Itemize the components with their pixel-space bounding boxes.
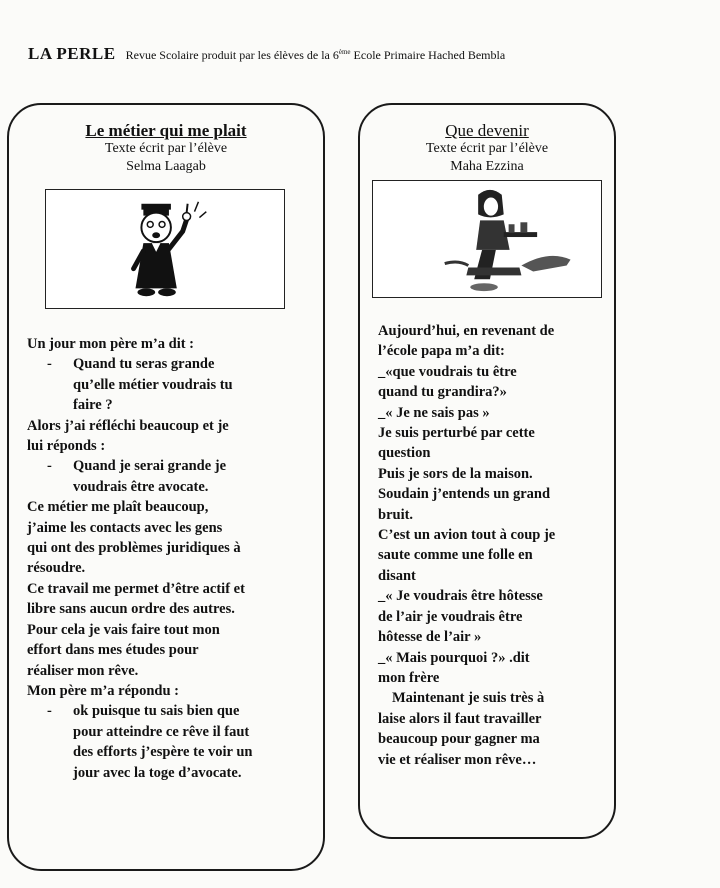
body-line: libre sans aucun ordre des autres. <box>27 601 235 618</box>
body-line: question <box>378 445 431 462</box>
article-title-right: Que devenir <box>445 121 529 140</box>
body-line: l’école papa m’a dit: <box>378 343 505 360</box>
body-line: _« Je voudrais être hôtesse <box>378 588 543 605</box>
dialogue-line: faire ? <box>73 397 113 414</box>
body-line: lui réponds : <box>27 438 106 455</box>
body-line: Ce métier me plaît beaucoup, <box>27 499 209 516</box>
lawyer-cartoon-icon <box>45 189 285 309</box>
body-line: Un jour mon père m’a dit : <box>27 336 195 352</box>
flight-attendant-cartoon-icon <box>372 180 602 298</box>
article-panel-right <box>358 103 616 839</box>
dialogue-item <box>27 456 252 497</box>
body-line: bruit. <box>378 506 414 523</box>
dash-marker: - <box>47 703 52 720</box>
article-title-left: Le métier qui me plait <box>85 121 247 140</box>
dialogue-line: Quand je serai grande je <box>73 458 227 475</box>
dialogue-item <box>27 701 252 783</box>
body-line: beaucoup pour gagner ma <box>378 731 540 748</box>
body-line: réaliser mon rêve. <box>27 662 139 679</box>
body-line: _«que voudrais tu être <box>378 363 517 380</box>
article-author-left: Selma Laagab <box>126 159 206 174</box>
magazine-name: LA PERLE <box>28 44 116 63</box>
article-heading-left <box>9 121 323 176</box>
body-line: Ce travail me permet d’être actif et <box>27 580 245 597</box>
body-line: j’aime les contacts avec les gens <box>27 519 223 536</box>
article-body-right <box>378 321 555 770</box>
dash-marker: - <box>47 356 52 373</box>
body-line: quand tu grandira?» <box>378 384 507 401</box>
body-line: _« Mais pourquoi ?» .dit <box>378 649 530 666</box>
body-line: Alors j’ai réfléchi beaucoup et je <box>27 417 229 434</box>
body-line: résoudre. <box>27 560 86 577</box>
dialogue-line: voudrais être avocate. <box>73 478 209 495</box>
body-line: Soudain j’entends un grand <box>378 486 551 503</box>
article-panel-left <box>7 103 325 871</box>
article-author-right: Maha Ezzina <box>450 159 524 174</box>
dialogue-line: ok puisque tu sais bien que <box>73 703 240 720</box>
masthead <box>28 44 505 64</box>
dialogue-line: pour atteindre ce rêve il faut <box>73 723 250 740</box>
body-line: hôtesse de l’air » <box>378 629 482 646</box>
magazine-subtitle: Revue Scolaire produit par les élèves de la 6ème Ecole Primaire Hached Bembla <box>125 48 506 62</box>
dash-marker: - <box>47 458 52 475</box>
dialogue-item <box>27 354 252 415</box>
body-line: Puis je sors de la maison. <box>378 465 533 482</box>
dialogue-line: des efforts j’espère te voir un <box>73 744 253 761</box>
body-line: Mon père m’a répondu : <box>27 682 179 699</box>
article-heading-right <box>360 121 614 176</box>
body-line: Je suis perturbé par cette <box>378 425 535 442</box>
body-line: disant <box>378 567 416 584</box>
body-line: _« Je ne sais pas » <box>378 404 490 421</box>
dialogue-line: qu’elle métier voudrais tu <box>73 376 233 393</box>
body-line: saute comme une folle en <box>378 547 533 564</box>
dialogue-line: Quand tu seras grande <box>73 356 215 373</box>
body-line: Pour cela je vais faire tout mon <box>27 621 220 638</box>
body-line: laise alors il faut travailler <box>378 710 542 727</box>
body-line: Maintenant je suis très à <box>392 690 545 707</box>
body-line: Aujourd’hui, en revenant de <box>378 323 555 339</box>
article-byline-left: Texte écrit par l’élève <box>104 141 228 156</box>
dialogue-line: jour avec la toge d’avocate. <box>73 764 242 781</box>
body-line: effort dans mes études pour <box>27 642 199 659</box>
body-line: de l’air je voudrais être <box>378 608 523 625</box>
body-line: vie et réaliser mon rêve… <box>378 751 537 768</box>
article-byline-right: Texte écrit par l’élève <box>425 141 549 156</box>
body-line: qui ont des problèmes juridiques à <box>27 540 241 557</box>
body-line: mon frère <box>378 669 440 686</box>
article-body-left <box>27 334 252 783</box>
body-line: C’est un avion tout à coup je <box>378 527 556 544</box>
